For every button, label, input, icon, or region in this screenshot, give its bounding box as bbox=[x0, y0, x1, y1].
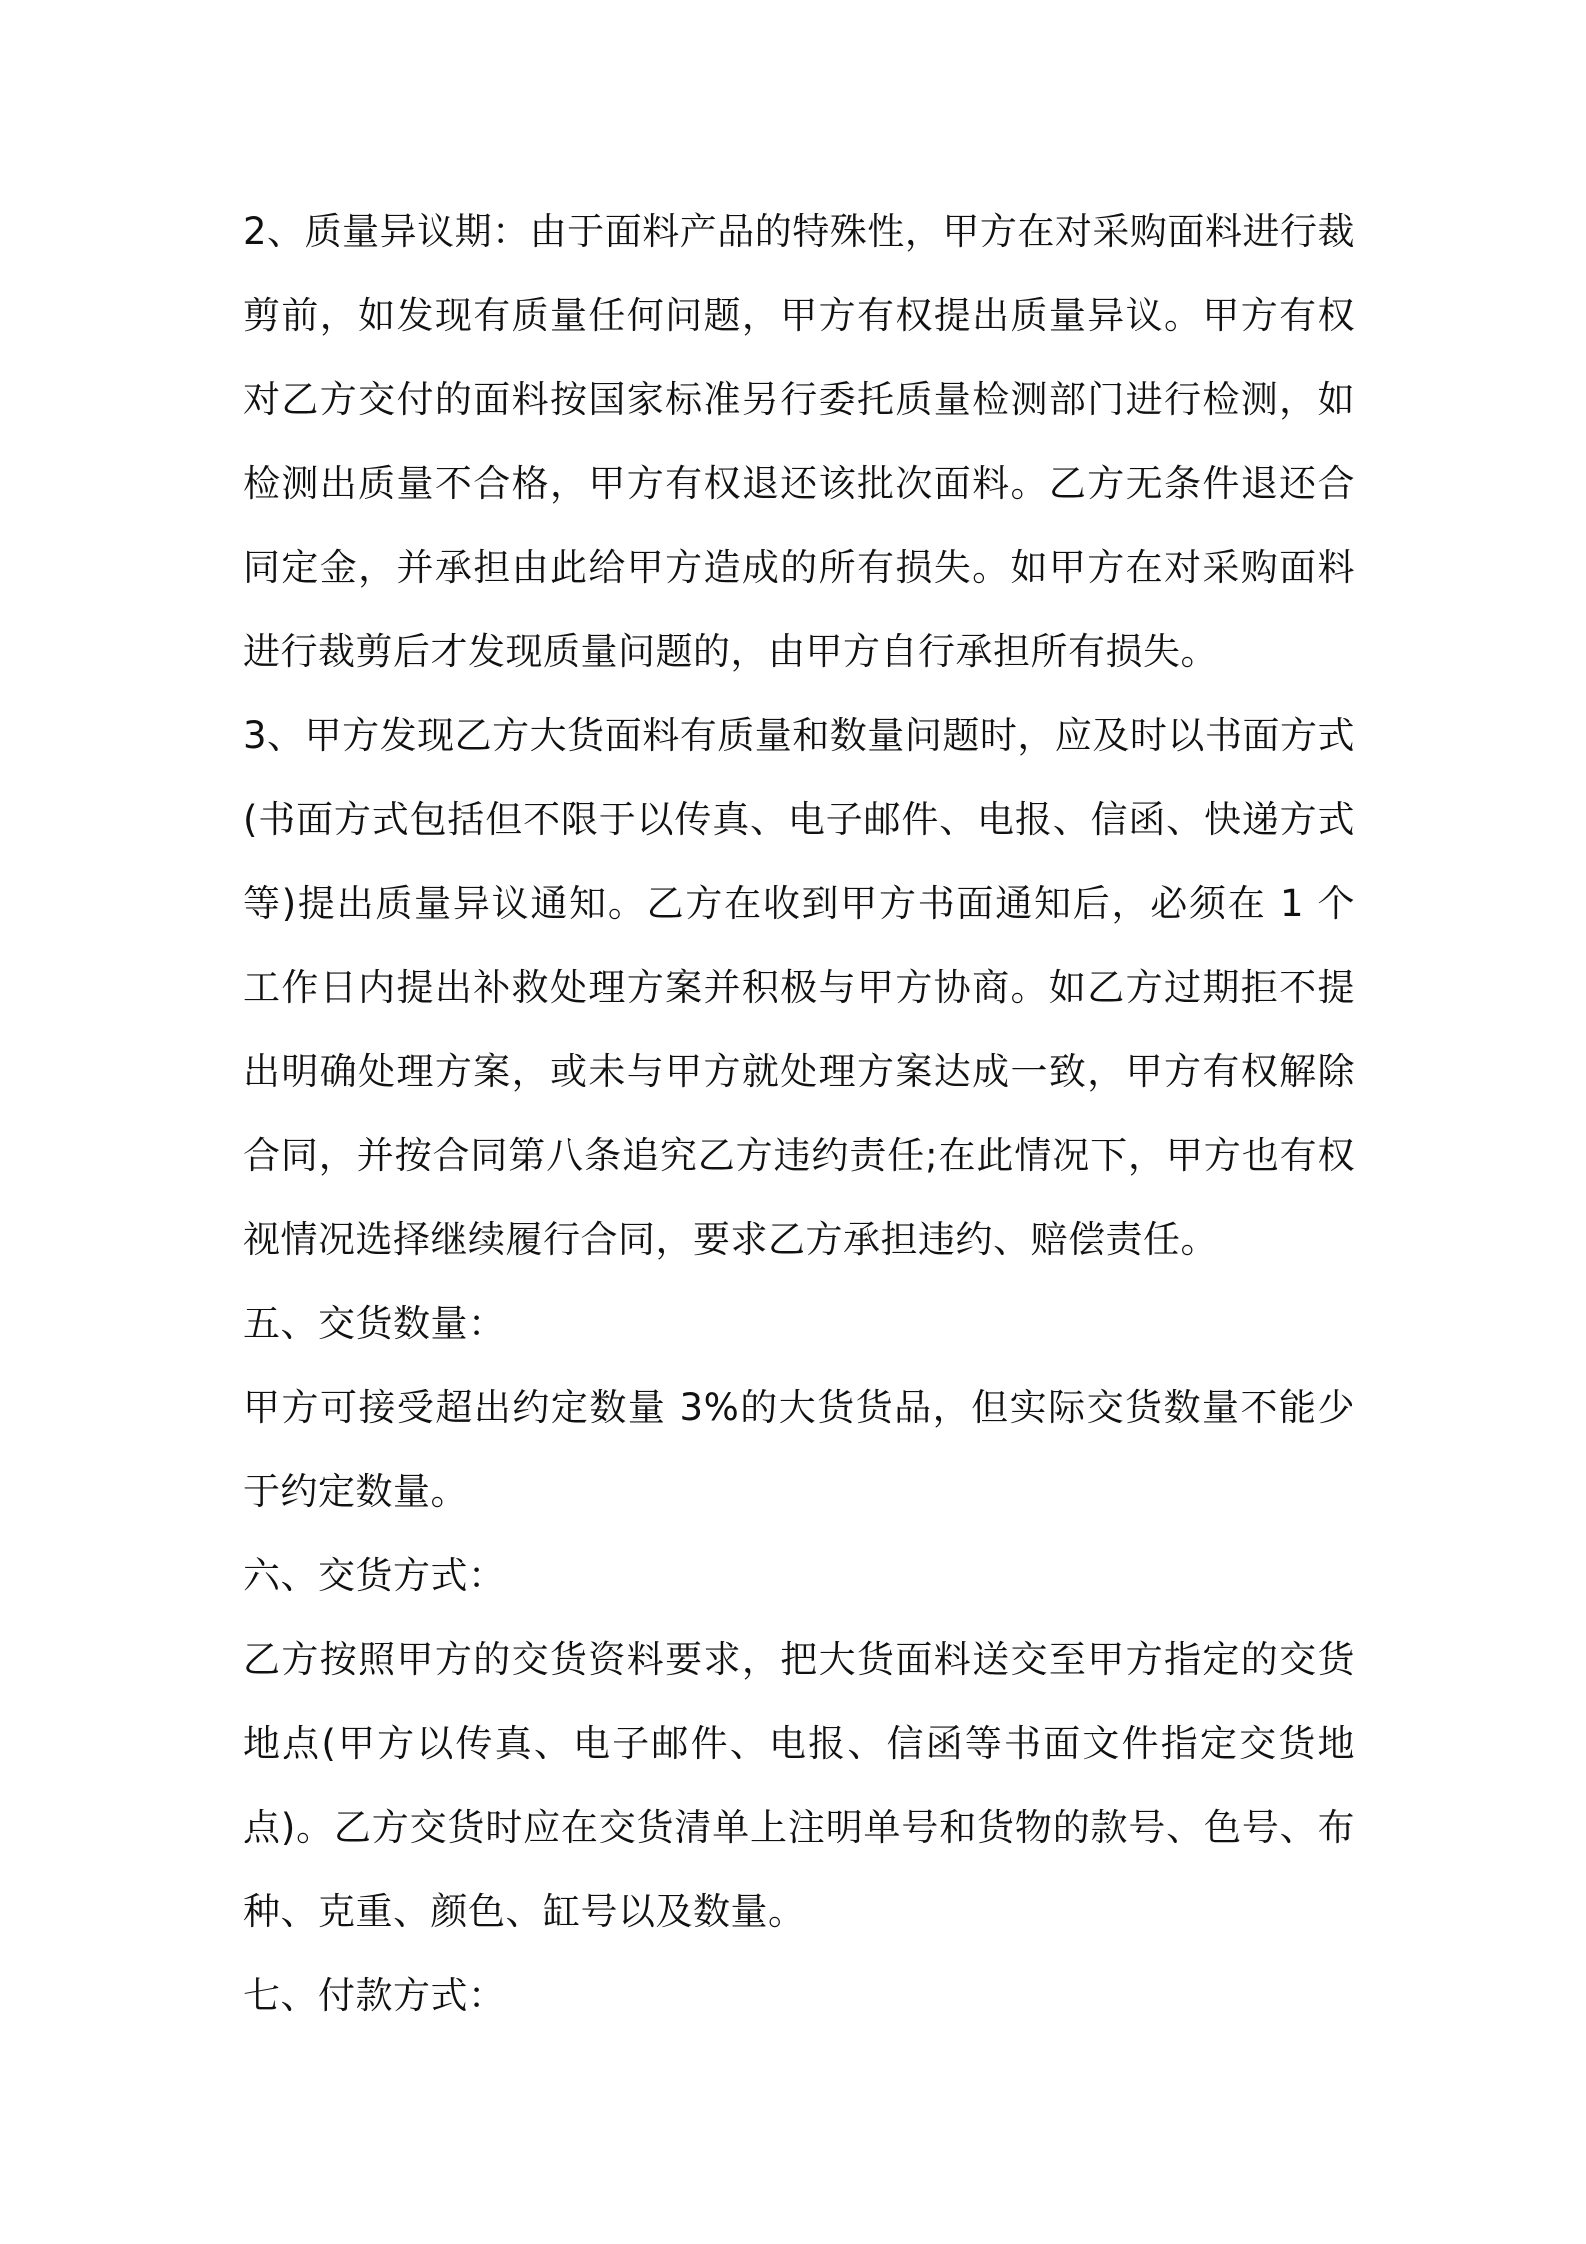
paragraph-delivery-method: 乙方按照甲方的交货资料要求，把大货面料送交至甲方指定的交货地点(甲方以传真、电子邮件、电报、信函等书面文件指定交货地点)。乙方交货时应在交货清单上注明单号和货物的款号、色号、布种、克重、颜色、缸号以及数量。 bbox=[243, 1638, 1355, 1933]
paragraph-quality-objection-period: 2、质量异议期：由于面料产品的特殊性，甲方在对采购面料进行裁剪前，如发现有质量任何问题，甲方有权提出质量异议。甲方有权对乙方交付的面料按国家标准另行委托质量检测部门进行检测，如检测出质量不合格，甲方有权退还该批次面料。乙方无条件退还合同定金，并承担由此给甲方造成的所有损失。如甲方在对采购面料进行裁剪后才发现质量问题的，由甲方自行承担所有损失。 bbox=[243, 210, 1355, 673]
section-heading-payment-method: 七、付款方式： bbox=[243, 1974, 506, 2017]
section-heading-delivery-quantity: 五、交货数量： bbox=[243, 1302, 506, 1345]
paragraph-delivery-quantity: 甲方可接受超出约定数量 3%的大货货品，但实际交货数量不能少于约定数量。 bbox=[243, 1386, 1355, 1513]
document-body bbox=[243, 190, 1355, 2038]
section-heading-delivery-method: 六、交货方式： bbox=[243, 1554, 506, 1597]
paragraph-quality-quantity-issues: 3、甲方发现乙方大货面料有质量和数量问题时，应及时以书面方式(书面方式包括但不限于以传真、电子邮件、电报、信函、快递方式等)提出质量异议通知。乙方在收到甲方书面通知后，必须在 1 个工作日内提出补救处理方案并积极与甲方协商。如乙方过期拒不提出明确处理方案，或未与甲方就处理方案达成一致，甲方有权解除合同，并按合同第八条追究乙方违约责任;在此情况下，甲方也有权视情况选择继续履行合同，要求乙方承担违约、赔偿责任。 bbox=[243, 714, 1355, 1261]
